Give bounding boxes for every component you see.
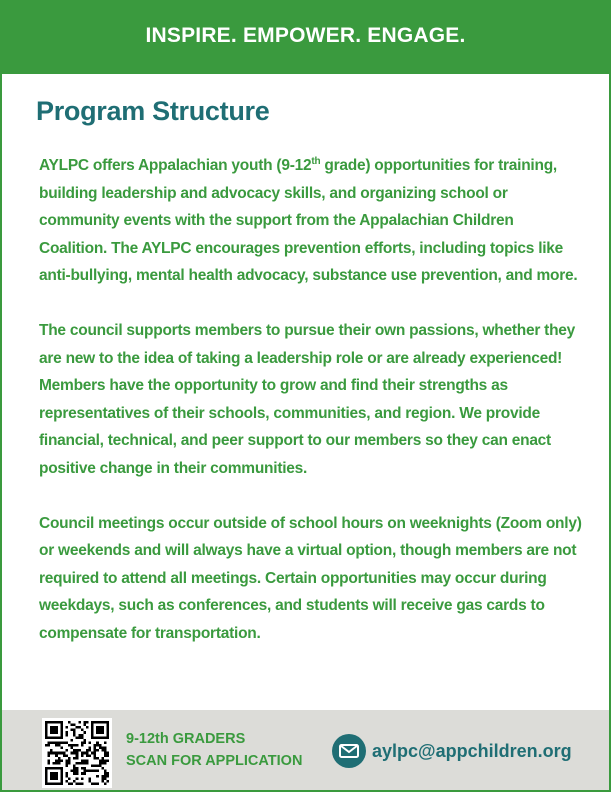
paragraph-support: The council supports members to pursue their own passions, whether they are new to the idea of taking a leadership role or are already experienced! Members have the opportunity to grow and find their strengths as representatives of their schools, communities, and region. We provide financial, technical, and peer support to our members so they can enact positive change in their communities. (39, 322, 576, 477)
grade-label: 9-12th GRADERS (126, 731, 246, 747)
program-description (39, 152, 584, 675)
qr-code-icon[interactable] (42, 718, 112, 788)
email-link[interactable]: aylpc@appchildren.org (372, 740, 572, 761)
scan-instructions (126, 728, 302, 772)
paragraph-overview-text-start: AYLPC offers Appalachian youth (9-12 (39, 157, 312, 174)
paragraph-overview-text-end: grade) opportunities for training, building leadership and advocacy skills, and organizing school or community events with the support from the Appalachian Children Coalition. The AYLPC encourages prevention efforts, including topics like anti-bullying, mental health advocacy, substance use prevention, and more. (39, 157, 578, 284)
contact-email[interactable] (332, 734, 572, 768)
footer-bar (2, 710, 609, 790)
superscript-th: th (311, 155, 321, 167)
paragraph-overview (39, 152, 584, 290)
paragraph-meetings: Council meetings occur outside of school hours on weeknights (Zoom only) or weekends and will always have a virtual option, though members are not required to attend all meetings. Certain opportunities may occur during weekdays, such as conferences, and students will receive gas cards to compensate for transportation. (39, 514, 582, 642)
top-banner (2, 2, 609, 74)
banner-slogan: INSPIRE. EMPOWER. ENGAGE. (145, 24, 466, 47)
page-title: Program Structure (36, 96, 270, 126)
scan-label: SCAN FOR APPLICATION (126, 753, 303, 769)
envelope-icon (332, 734, 366, 768)
